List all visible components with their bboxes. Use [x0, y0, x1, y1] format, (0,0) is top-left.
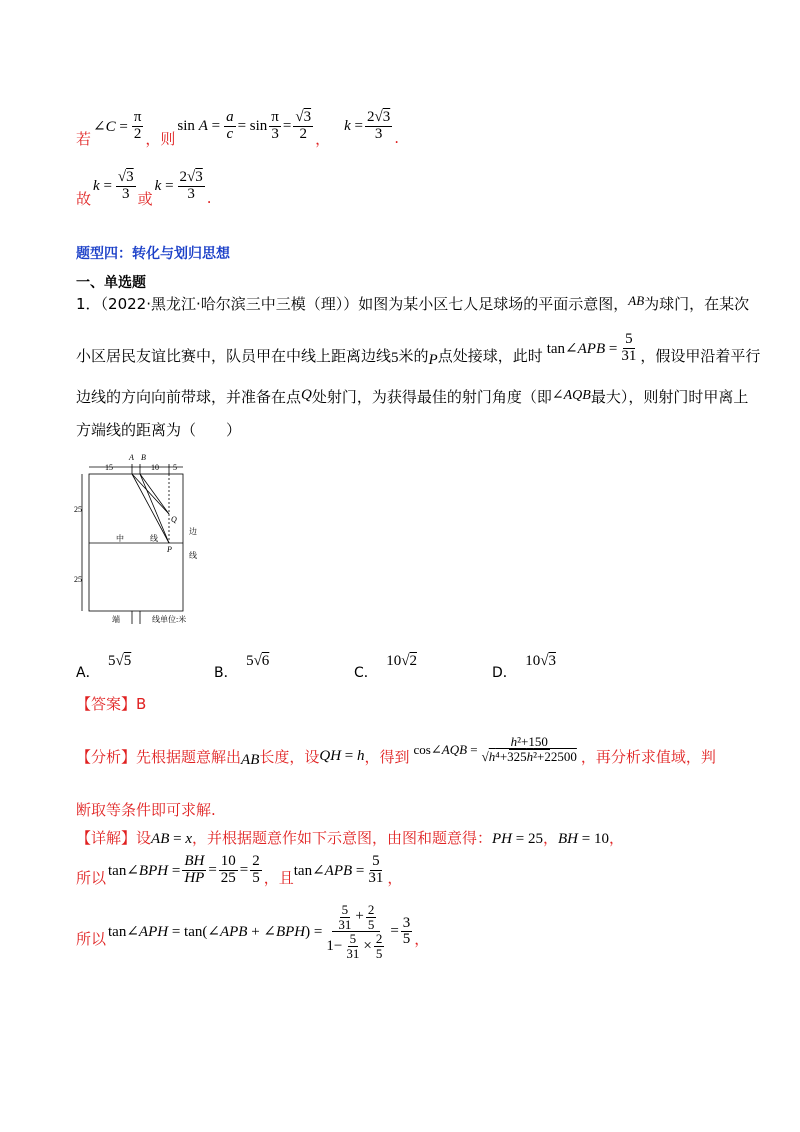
- text-sep: ，: [315, 130, 331, 148]
- detail-t1: 设: [136, 829, 152, 847]
- question-text-1b: 为球门，在某次: [644, 295, 750, 313]
- math-tan-APB: tan∠APB =: [546, 341, 618, 357]
- math-AB: AB: [628, 293, 645, 308]
- question-text-3b: 处射门，为获得最佳的射门角度（即: [311, 388, 552, 406]
- math-Q: Q: [301, 387, 312, 403]
- frac-2sqrt3-3b: $\frac{2√3}{3}$: [179, 169, 203, 202]
- subsection-title: 一、单选题: [76, 275, 146, 291]
- question-line-3: [76, 386, 748, 407]
- label-duan: 端: [112, 615, 120, 624]
- answer-line: [76, 693, 146, 714]
- frac-5-31b: $\frac{5}{31}$: [368, 853, 384, 886]
- math-eq-a: =: [208, 862, 217, 878]
- option-d-letter: D．: [492, 665, 517, 681]
- text-or: 或: [137, 190, 153, 208]
- label-15: 15: [105, 463, 113, 472]
- detail-label: 【详解】: [76, 829, 137, 847]
- frac-a-c: $\frac{a}{c}$: [226, 109, 234, 142]
- detail-t4: ，: [608, 829, 624, 847]
- math-P: P: [428, 352, 438, 368]
- option-b-value: 5√6: [246, 653, 270, 669]
- question-text-2a: 小区居民友谊比赛中，队员甲在中线上距离边线: [76, 347, 392, 365]
- option-b-letter: B．: [214, 665, 238, 681]
- math-AQB: ∠AQB: [551, 388, 591, 403]
- math-5: 5: [391, 350, 399, 366]
- math-k: k =: [344, 118, 363, 134]
- line-therefore: [76, 164, 212, 209]
- math-eq-c: =: [390, 923, 399, 940]
- label-unit: 单位:米: [160, 615, 187, 624]
- option-d[interactable]: [492, 650, 556, 681]
- question-text-1: 如图为某小区七人足球场的平面示意图，: [358, 295, 629, 313]
- analysis-t1: 先根据题意解出: [136, 748, 242, 766]
- frac-pi-2: $\frac{\pi}{2}$: [133, 109, 142, 142]
- detail-s2: 所以: [76, 930, 107, 949]
- math-sinA: sin A =: [177, 118, 221, 134]
- math-tan-APH: tan∠APH = tan(∠APB + ∠BPH) =: [108, 924, 323, 941]
- math-k2: k =: [154, 178, 174, 194]
- question-text-3a: 边线的方向向前带球，并准备在点: [76, 388, 302, 406]
- math-eq-sin: = sin: [237, 118, 268, 134]
- answer-value: B: [136, 695, 147, 713]
- detail-step-2: [76, 903, 429, 961]
- frac-5-31: $\frac{5}{31}$: [621, 331, 637, 364]
- math-AB-x: AB = x: [151, 831, 192, 847]
- question-text-2b: 米的: [398, 347, 429, 365]
- detail-s2b: ，: [414, 930, 430, 949]
- analysis-t4: ，再分析求值域，判: [580, 748, 716, 766]
- label-zhong: 中: [116, 534, 124, 543]
- frac-10-25: $\frac{10}{25}$: [220, 853, 236, 886]
- frac-2sqrt3-3: $\frac{2√3}{3}$: [366, 109, 391, 142]
- option-b[interactable]: [214, 650, 270, 681]
- label-xian3: 线: [152, 615, 160, 624]
- frac-2-5: $\frac{2}{5}$: [252, 853, 260, 886]
- math-cos-AQB: cos∠AQB =: [413, 741, 478, 757]
- soccer-field-figure: [72, 452, 202, 628]
- math-eq: =: [282, 118, 292, 134]
- option-c-value: 10√2: [386, 653, 417, 669]
- math-tan-BPH: tan∠BPH =: [108, 863, 181, 879]
- text-if: 若: [76, 130, 92, 148]
- text-then: ，则: [145, 130, 176, 148]
- detail-s1: 所以: [76, 869, 107, 887]
- analysis-label: 【分析】: [76, 748, 137, 766]
- question-line-1: [76, 293, 749, 314]
- label-25-bottom: 25: [74, 575, 82, 584]
- analysis-t2: 长度，设: [259, 748, 320, 766]
- option-c-letter: C．: [354, 665, 378, 681]
- question-text-3c: 最大），则射门时甲离上: [590, 388, 749, 406]
- math-tan-APB2: tan∠APB =: [293, 863, 365, 879]
- question-line-4: 方端线的距离为（ ）: [76, 421, 242, 439]
- frac-sqrt3-2: $\frac{√3}{2}$: [295, 109, 312, 142]
- frac-cos: $\frac{\text{h²+150}}{\text{√h⁴+325h²+22500}}$: [481, 734, 577, 764]
- question-number: 1．: [76, 295, 101, 313]
- label-xian2: 线: [189, 551, 197, 560]
- detail-step-1: [76, 853, 402, 888]
- analysis-line-2: 断取等条件即可求解.: [76, 801, 216, 819]
- detail-line: [76, 827, 624, 848]
- detail-s1c: ，: [387, 869, 403, 887]
- analysis-t3: ，得到: [364, 748, 410, 766]
- math-AB2: AB: [241, 752, 260, 768]
- question-text-2c: 点处接球，此时: [437, 347, 543, 365]
- detail-s1b: ，且: [263, 869, 294, 887]
- option-d-value: 10√3: [525, 653, 556, 669]
- text-end: .: [394, 128, 399, 147]
- frac-tan-sum: $\frac{5}{31}$ + $\frac{2}{5}$ 1− $\frac{5}{31}$ × $\frac{2}{5}$: [326, 902, 383, 961]
- option-c[interactable]: [354, 650, 417, 681]
- math-QH-h: QH = h: [319, 748, 365, 764]
- label-xian: 线: [150, 534, 158, 543]
- option-a[interactable]: [76, 650, 132, 681]
- option-a-letter: A．: [76, 665, 100, 681]
- analysis-line: [76, 730, 716, 769]
- frac-BH-HP: $\frac{BH}{HP}$: [184, 853, 205, 886]
- option-a-value: 5√5: [108, 653, 132, 669]
- frac-pi-3: $\frac{\pi}{3}$: [271, 109, 279, 142]
- math-BH-10: BH = 10: [558, 831, 609, 847]
- label-25-top: 25: [74, 505, 82, 514]
- answer-label: 【答案】: [76, 695, 137, 713]
- question-line-2: [76, 328, 760, 369]
- label-B: B: [141, 453, 146, 462]
- math-k1: k =: [93, 178, 112, 194]
- label-P: P: [167, 545, 172, 554]
- label-A: A: [129, 453, 134, 462]
- detail-t3: ，: [542, 829, 558, 847]
- section-title: 题型四：转化与划归思想: [76, 246, 230, 262]
- math-eq-b: =: [239, 862, 249, 878]
- text-end2: .: [206, 188, 212, 207]
- frac-sqrt3-3: $\frac{√3}{3}$: [117, 169, 134, 202]
- label-Q: Q: [171, 515, 177, 524]
- label-bian: 边: [189, 527, 197, 536]
- detail-t2: ，并根据题意作如下示意图，由图和题意得：: [192, 829, 493, 847]
- frac-3-5: $\frac{3}{5}$: [402, 914, 411, 948]
- math-PH-25: PH = 25: [492, 831, 543, 847]
- question-source: （2022·黑龙江·哈尔滨三中三模（理））: [100, 295, 359, 313]
- label-10: 10: [151, 463, 159, 472]
- question-text-2d: ，假设甲沿着平行: [640, 347, 761, 365]
- label-5: 5: [173, 463, 177, 472]
- text-gu: 故: [76, 190, 92, 208]
- line-if-c: [76, 104, 399, 149]
- math-angle-c: ∠C =: [93, 119, 128, 135]
